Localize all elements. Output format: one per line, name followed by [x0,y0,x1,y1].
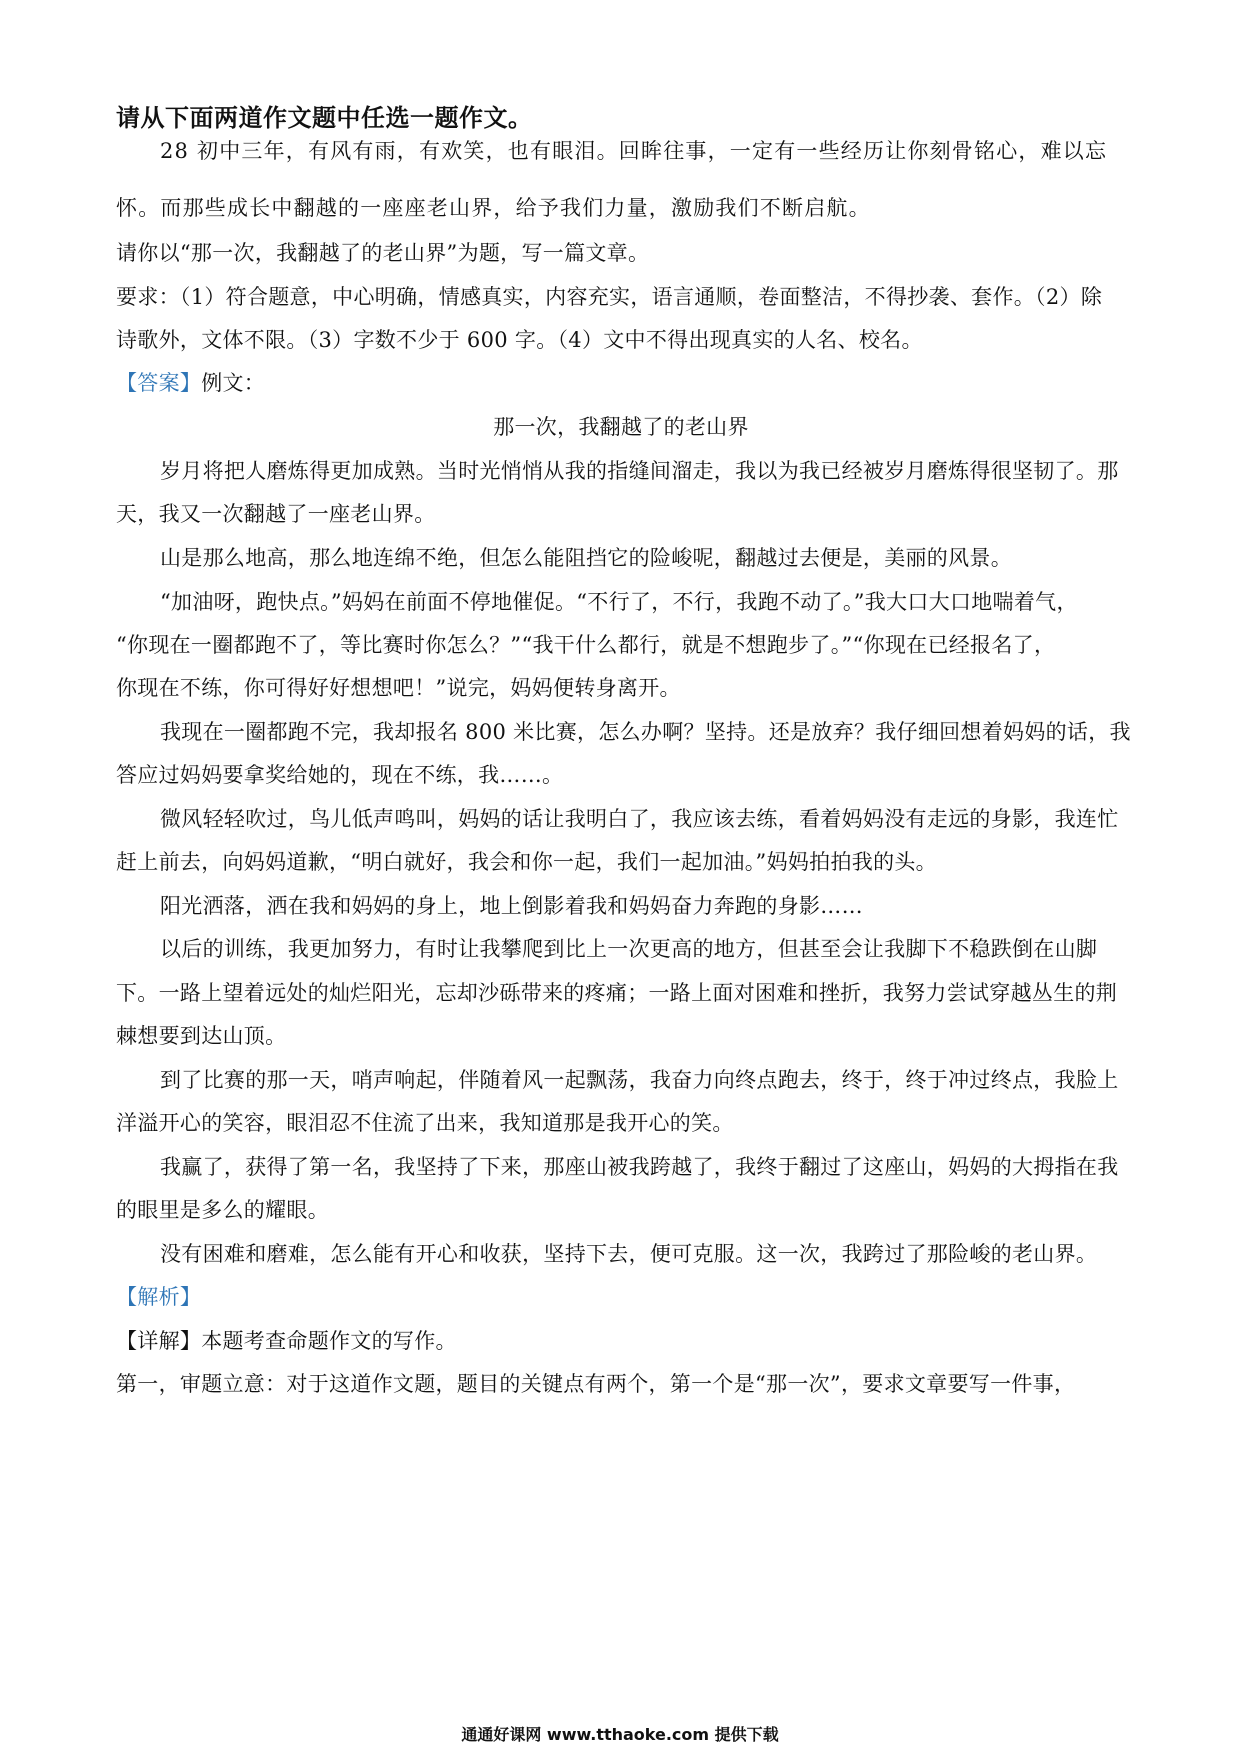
detail-tag: 【详解】 [116,1329,202,1353]
analysis-tag: 【解析】 [116,1285,202,1309]
essay-paragraph-line: 没有困难和磨难，怎么能有开心和收获，坚持下去，便可克服。这一次，我跨过了那险峻的老山界。 [160,1242,1098,1266]
prompt-text: 怀。而那些成长中翻越的一座座老山界，给予我们力量，激励我们不断启航。 [116,196,871,220]
essay-paragraph-line: 天，我又一次翻越了一座老山界。 [116,502,436,526]
requirements-text: 要求：（1）符合题意，中心明确，情感真实，内容充实，语言通顺，卷面整洁，不得抄袭、套作。（2）除 [116,285,1103,309]
analysis-step: 第一，审题立意：对于这道作文题，题目的关键点有两个，第一个是“那一次”，要求文章要写一件事， [116,1372,1076,1396]
essay-paragraph-line: 阳光洒落，洒在我和妈妈的身上，地上倒影着我和妈妈奋力奔跑的身影…… [160,894,863,918]
detail-text: 本题考查命题作文的写作。 [201,1329,457,1353]
essay-paragraph-line: 以后的训练，我更加努力，有时让我攀爬到比上一次更高的地方，但甚至会让我脚下不稳跌倒在山脚 [160,937,1098,961]
essay-paragraph-line: 下。一路上望着远处的灿烂阳光，忘却沙砾带来的疼痛；一路上面对困难和挫折，我努力尝试穿越丛生的荆 [116,981,1118,1005]
detail-line [116,1326,1126,1356]
essay-paragraph-line: 棘想要到达山顶。 [116,1024,287,1048]
answer-line [116,368,1126,398]
task-text: 请你以“那一次，我翻越了的老山界”为题，写一篇文章。 [116,241,650,265]
essay-paragraph-line: 的眼里是多么的耀眼。 [116,1198,329,1222]
essay-paragraph-line: 我赢了，获得了第一名，我坚持了下来，那座山被我跨越了，我终于翻过了这座山，妈妈的大拇指在我 [160,1155,1119,1179]
answer-tag: 【答案】 [116,371,202,395]
footer-source: 通通好课网 www.tthaoke.com 提供下载 [461,1725,779,1744]
essay-paragraph-line: 微风轻轻吹过，鸟儿低声鸣叫，妈妈的话让我明白了，我应该去练，看着妈妈没有走远的身影，我连忙 [160,807,1119,831]
instruction-heading: 请从下面两道作文题中任选一题作文。 [116,103,533,132]
essay-paragraph-line: “你现在一圈都跑不了，等比赛时你怎么？”“我干什么都行，就是不想跑步了。”“你现在已经报名了， [116,633,1056,657]
prompt-text: 28 初中三年，有风有雨，有欢笑，也有眼泪。回眸往事，一定有一些经历让你刻骨铭心，难以忘 [160,139,1108,163]
essay-paragraph-line: 岁月将把人磨炼得更加成熟。当时光悄悄从我的指缝间溜走，我以为我已经被岁月磨炼得很坚韧了。那 [160,459,1119,483]
essay-paragraph-line: 到了比赛的那一天，哨声响起，伴随着风一起飘荡，我奋力向终点跑去，终于，终于冲过终点，我脸上 [160,1068,1119,1092]
essay-paragraph-line: 洋溢开心的笑容，眼泪忍不住流了出来，我知道那是我开心的笑。 [116,1111,734,1135]
requirements-text: 诗歌外，文体不限。（3）字数不少于 600 字。（4）文中不得出现真实的人名、校名。 [116,328,923,352]
essay-paragraph-line: 山是那么地高，那么地连绵不绝，但怎么能阻挡它的险峻呢，翻越过去便是，美丽的风景。 [160,546,1012,570]
essay-paragraph-line: 你现在不练，你可得好好想想吧！”说完，妈妈便转身离开。 [116,676,681,700]
essay-paragraph-line: 赶上前去，向妈妈道歉，“明白就好，我会和你一起，我们一起加油。”妈妈拍拍我的头。 [116,850,937,874]
essay-paragraph-line: 我现在一圈都跑不完，我却报名 800 米比赛，怎么办啊？坚持。还是放弃？我仔细回想着妈妈的话，我 [160,720,1131,744]
essay-title: 那一次，我翻越了的老山界 [493,415,749,439]
essay-paragraph-line: 答应过妈妈要拿奖给她的，现在不练，我……。 [116,763,564,787]
answer-label: 例文： [201,371,266,395]
essay-paragraph-line: “加油呀，跑快点。”妈妈在前面不停地催促。“不行了，不行，我跑不动了。”我大口大口地喘着气， [160,590,1078,614]
